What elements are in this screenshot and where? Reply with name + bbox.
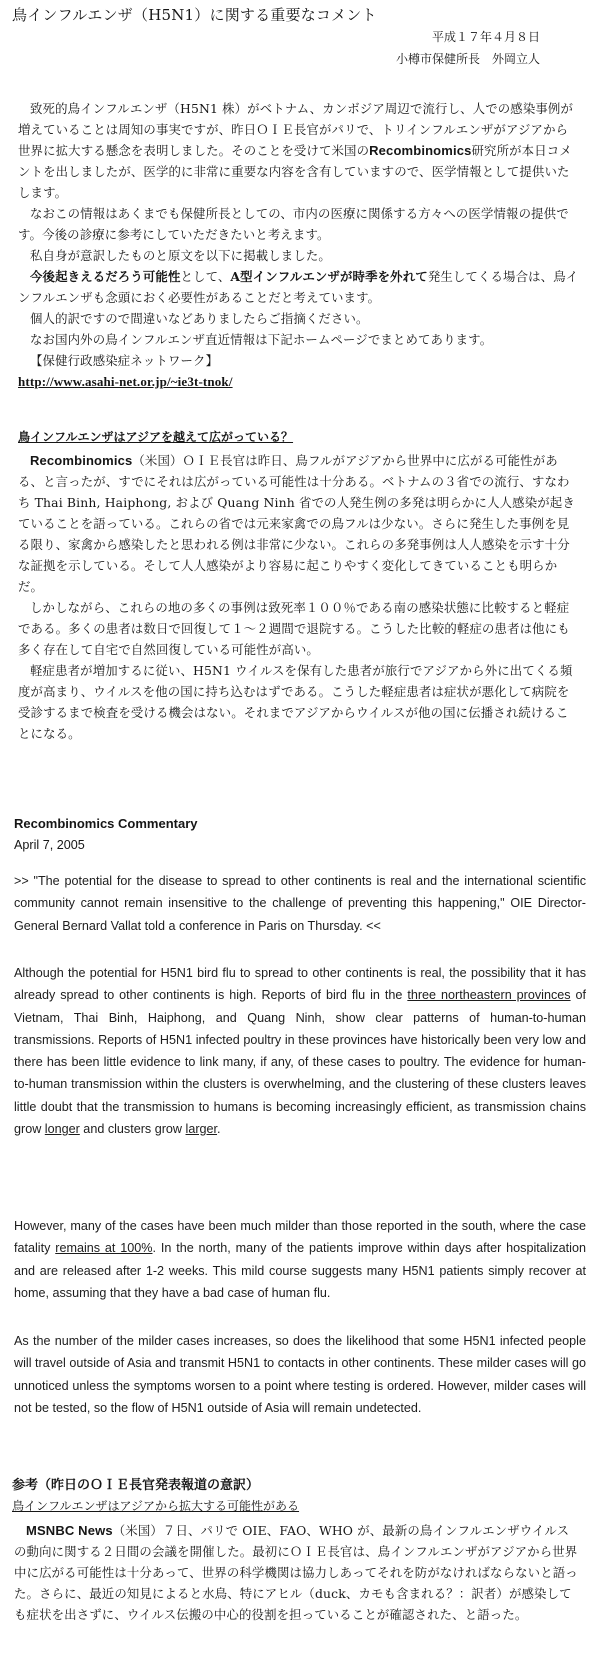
intro-paragraph-5: 個人的訳ですので間違いなどありましたらご指摘ください。: [30, 311, 369, 326]
larger-link[interactable]: larger: [185, 1122, 218, 1137]
network-link[interactable]: http://www.asahi-net.or.jp/~ie3t-tnok/: [18, 374, 233, 389]
emphasis-text: A型インフルエンザが時季を外れて: [230, 269, 428, 284]
intro-paragraph-1: [18, 98, 580, 203]
commentary-quote: >> "The potential for the disease to spread to other continents is real and the international scientific community cannot remain insensitive to the challenge of preventing this happening," OIE Director-General Bernard Vallat told a conference in Paris on Thursday. <<: [14, 874, 586, 933]
commentary-text: Although the potential for H5N1 bird flu to spread to other continents is real, the possibility that it has already spread to other continents is high. Reports of bird flu in the: [14, 966, 586, 1003]
commentary-heading: Recombinomics Commentary: [14, 816, 198, 831]
jp-section-heading: 鳥インフルエンザはアジアを越えて広がっている？: [18, 430, 294, 444]
intro-paragraph-4: [18, 266, 580, 308]
jp-paragraph-3: 軽症患者が増加するに従い、H5N1 ウイルスを保有した患者が旅行でアジアから外に出てくる頻度が高まり、ウイルスを他の国に持ち込むはずである。こうした軽症患者は症状が悪化して病院を受診するまで検査を受ける機会はない。それまでアジアからウイルスが他の国に伝播され続けることになる。: [18, 663, 573, 741]
commentary-text: However, many of the cases have been much milder than those reported in the south, where the case fatality: [14, 1219, 586, 1256]
org-name: Recombinomics: [30, 453, 133, 468]
network-link-line: [18, 371, 580, 392]
commentary-text: and clusters grow: [79, 1122, 186, 1137]
org-name: Recombinomics: [369, 143, 472, 158]
commentary-text: .: [217, 1122, 221, 1137]
document-title: 鳥インフルエンザ（H5N1）に関する重要なコメント: [12, 6, 377, 24]
reference-subheading: 鳥インフルエンザはアジアから拡大する可能性がある: [12, 1499, 300, 1513]
commentary-paragraph-3: As the number of the milder cases increases, so does the likelihood that some H5N1 infected people will travel outside of Asia and transmit H5N1 to contacts in other continents. These milder cases will go unnoticed unless the symptoms worsen to a point where testing is ordered. However, milder cases will not be tested, so the flow of H5N1 outside of Asia will remain undetected.: [14, 1334, 586, 1415]
commentary-body-2: [14, 1215, 586, 1304]
provinces-link[interactable]: three northeastern provinces: [407, 988, 571, 1003]
intro-text: 致死的鳥インフルエンザ（H5N1 株）がベトナム、カンボジア周辺で流行し、人での感染事例が増えていることは周知の事実ですが、昨日ＯＩＥ長官がパリで、トリインフルエンザがアジアから世界に拡大する懸念を表明しました。そのことを受けて米国の: [18, 101, 573, 158]
emphasis-text: 今後起きえるだろう可能性: [30, 269, 181, 284]
network-label: 【保健行政感染症ネットワーク】: [30, 353, 219, 368]
reference-paragraph: [14, 1520, 580, 1625]
document-date: 平成１７年４月８日: [431, 30, 540, 44]
intro-text: 研究所が本日コメントを出しましたが、医学的に非常に重要な内容を含有していますので、医学情報として提供いたします。: [18, 143, 572, 200]
source-country: （米国）: [112, 1523, 163, 1538]
source-country: （米国）: [132, 453, 183, 468]
commentary-body-3: [14, 1330, 586, 1419]
commentary-paragraph-1: [14, 962, 586, 1140]
commentary-text: of Vietnam, Thai Binh, Haiphong, and Quang Ninh, show clear patterns of human-to-human transmissions. Reports of H5N1 infected poultry in these provinces have historically been very low and there has been little evidence to link many, if any, of these cases to poultry. The evidence for human-to-human transmission within the clusters is overwhelming, and the clustering of these clusters leaves little doubt that the transmission to humans is becoming increasingly efficient, as transmission chains grow: [14, 988, 587, 1137]
intro-paragraph-3: 私自身が意訳したものと原文を以下に掲載しました。: [30, 248, 331, 263]
org-name: MSNBC News: [26, 1523, 113, 1538]
document-author: 小樽市保健所長 外岡立人: [395, 52, 540, 66]
jp-text: ＯＩＥ長官は昨日、鳥フルがアジアから世界中に広がる可能性がある、と言ったが、すでにそれは広がっている可能性は十分ある。ベトナムの３省での流行、すなわち Thai Binh, Haiphong, および Quang Ninh 省での人発生例の多発は明らかに人人感染が起きていることを語っている。これらの省では元来家禽での鳥フルは少ない。さらに発生した事例を見る限り、家禽から感染したと思われる例は非常に少ない。これらの多発事例は人人感染を示す十分な証拠を示している。そして人人感染がより容易に起こりやすく変化してきていることも明らかだ。: [18, 453, 575, 594]
intro-paragraph-6: なお国内外の鳥インフルエンザ直近情報は下記ホームページでまとめてあります。: [30, 332, 493, 347]
reference-heading: 参考（昨日のＯＩＥ長官発表報道の意訳）: [12, 1478, 260, 1493]
intro-paragraph-2: なおこの情報はあくまでも保健所長としての、市内の医療に関係する方々への医学情報の提供です。今後の診療に参考にしていただきたいと考えます。: [18, 206, 569, 242]
intro-text: として、: [180, 269, 231, 284]
fatality-link[interactable]: remains at 100%: [55, 1241, 153, 1256]
commentary-text: . In the north, many of the patients improve within days after hospitalization and are released after 1-2 weeks. This mild course suggests many H5N1 patients simply recover at home, assuming that they have a bad case of human flu.: [14, 1241, 586, 1300]
commentary-date: April 7, 2005: [14, 838, 85, 852]
reference-section: [14, 1520, 580, 1625]
intro-text: 発生してくる場合は、鳥インフルエンザも念頭におく必要性があることだと考えています。: [18, 269, 579, 305]
reference-text: ７日、パリで OIE、FAO、WHO が、最新の鳥インフルエンザウイルスの動向に関する２日間の会議を開催した。最初にＯＩＥ長官は、鳥インフルエンザがアジアから世界中に広がる可能性は十分あって、世界の科学機関は協力しあってそれを防がなければならないと語った。さらに、最近の知見によると水鳥、特にアヒル（duck、カモも含まれる？：訳者）が感染しても症状を出さずに、ウイルス伝搬の中心的役割を担っていることが確認された、と語った。: [14, 1523, 578, 1622]
jp-paragraph-1: [18, 450, 580, 597]
commentary-body: [14, 962, 586, 1140]
jp-paragraph-2: しかしながら、これらの地の多くの事例は致死率１００％である南の感染状態に比較すると軽症である。多くの患者は数日で回復して１～２週間で退院する。こうした比較的軽症の患者は他にも多く存在して自宅で自然回復している可能性が高い。: [18, 600, 570, 657]
commentary-paragraph-2: [14, 1215, 586, 1304]
intro-section: [18, 98, 580, 392]
longer-link[interactable]: longer: [44, 1122, 80, 1137]
commentary-quote-block: [14, 870, 586, 937]
jp-translation-section: [18, 450, 580, 744]
